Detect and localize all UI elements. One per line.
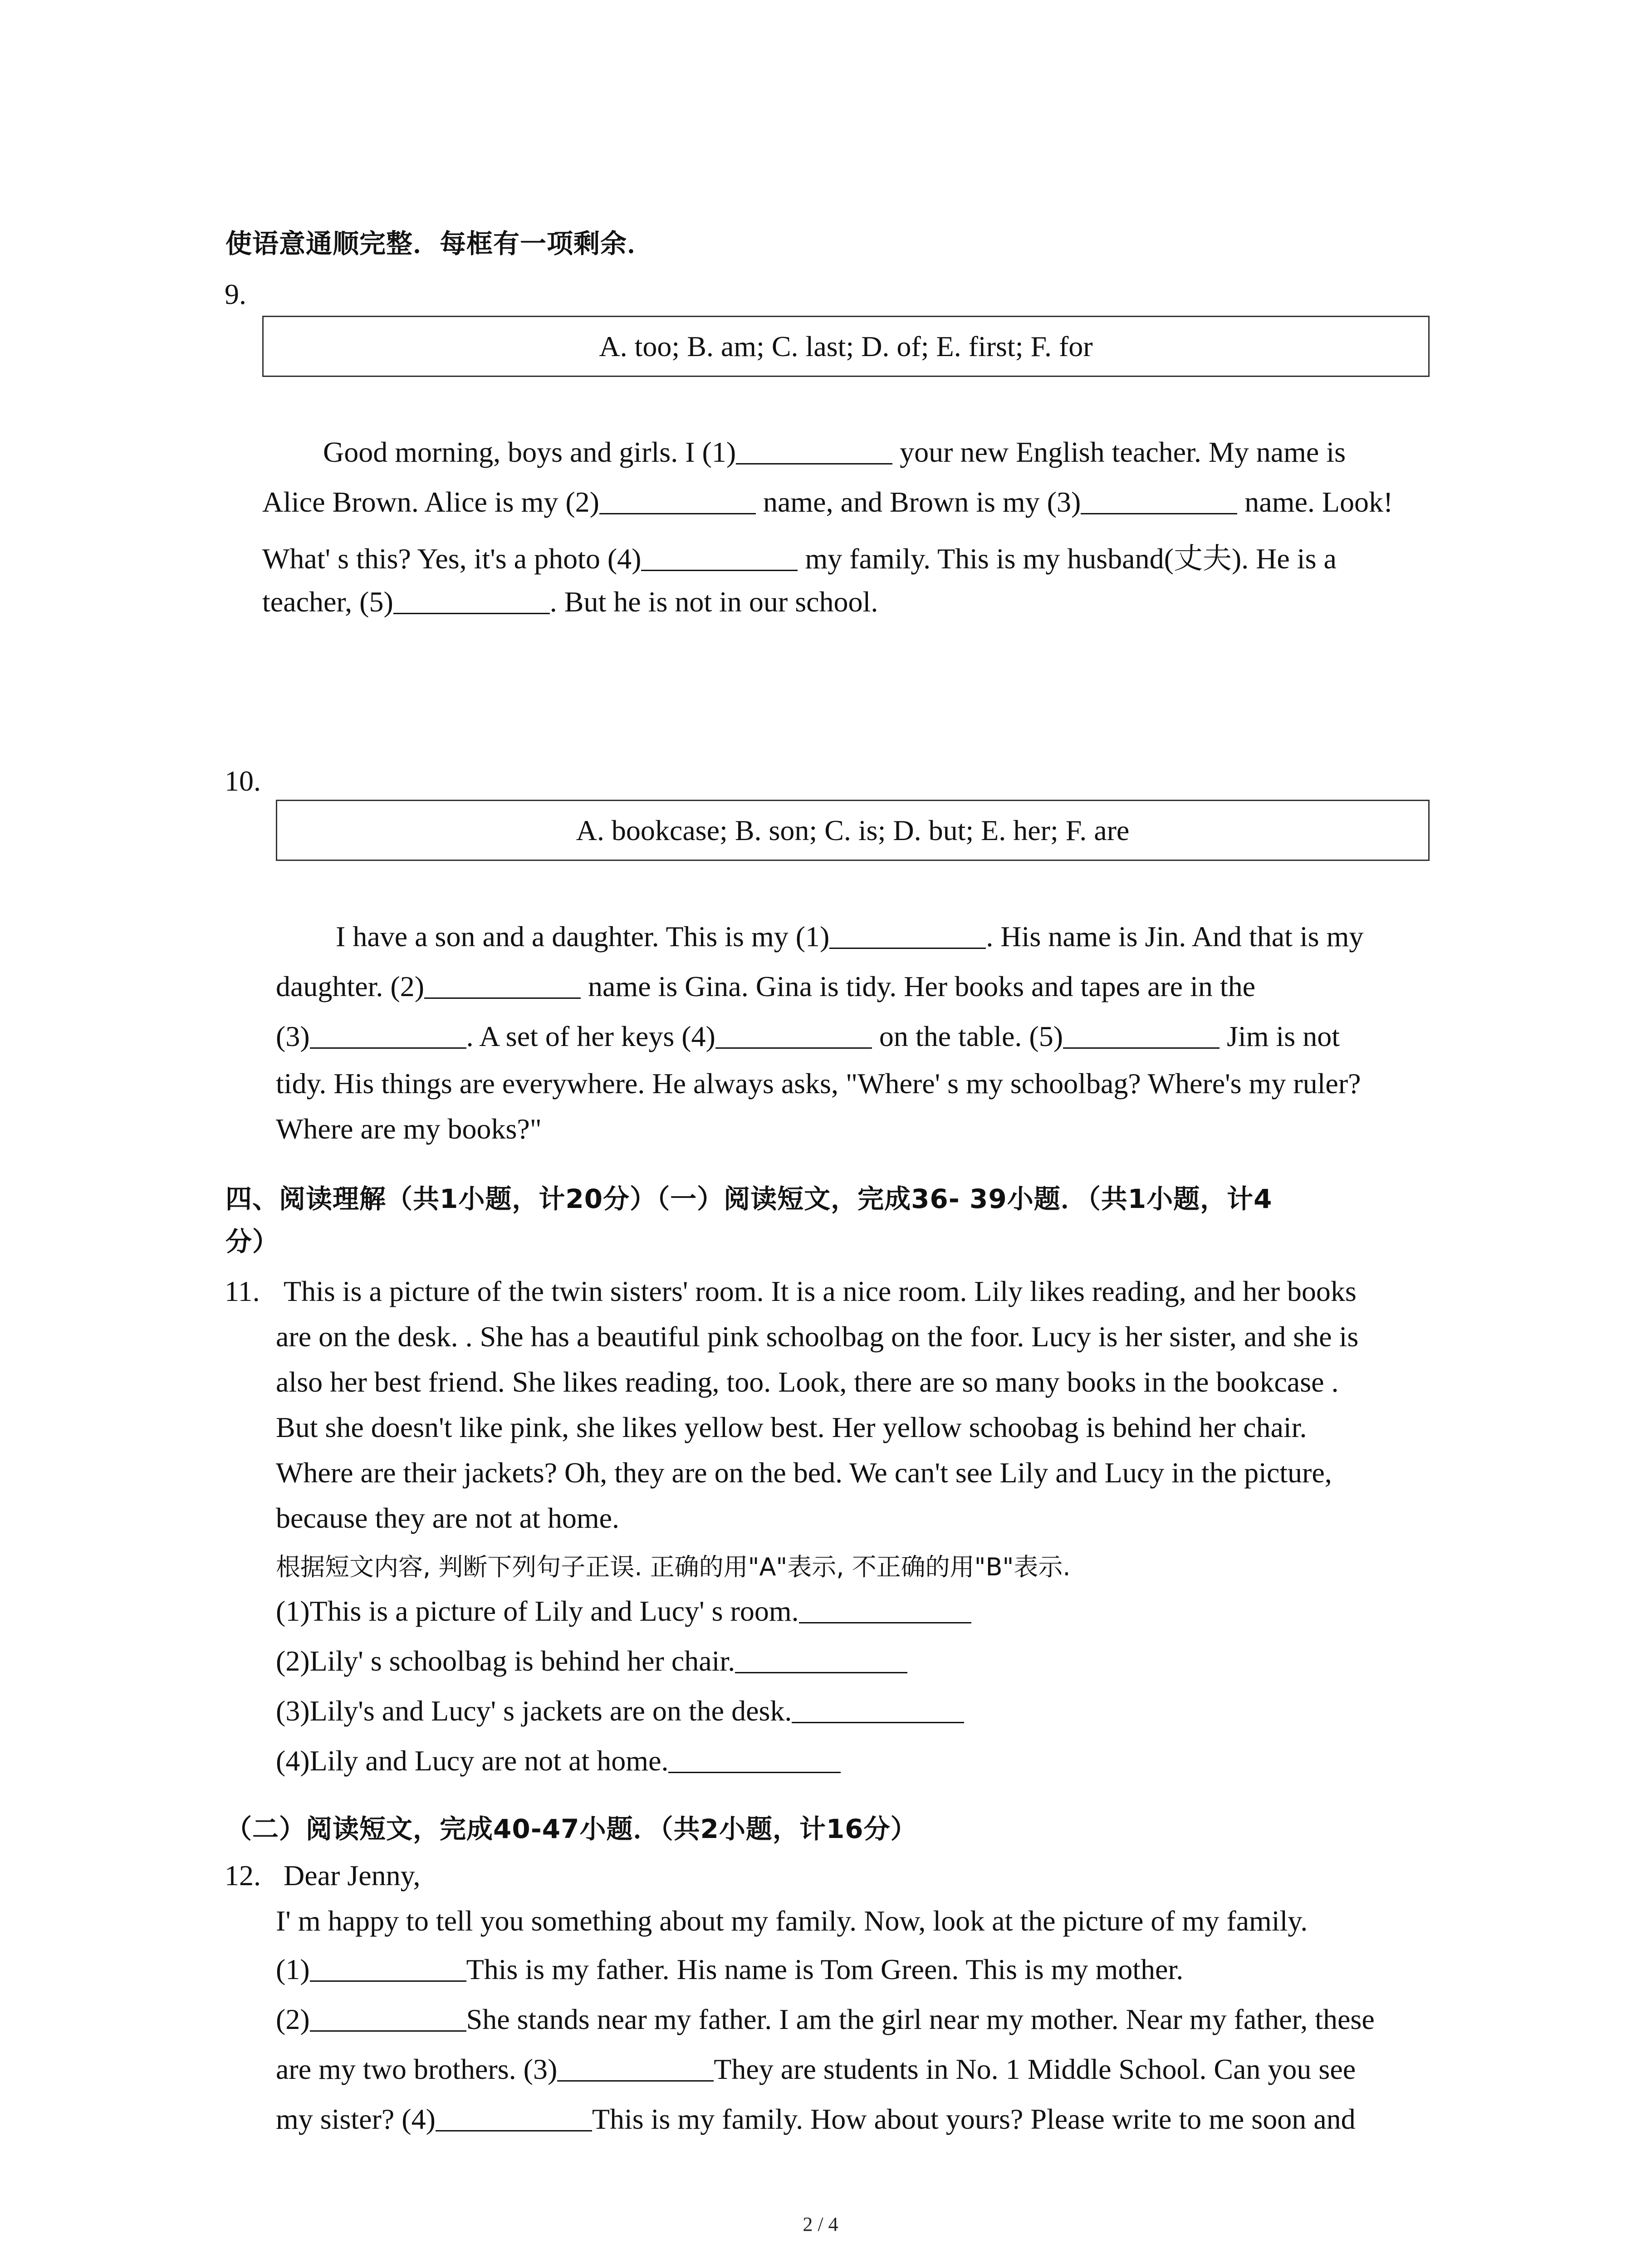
text: name. Look! <box>1237 486 1393 518</box>
question-12-line-5 <box>276 2102 1356 2136</box>
blank-10-5[interactable] <box>1063 1022 1220 1049</box>
text: They are students in No. 1 Middle School. Can you see <box>714 2053 1356 2085</box>
text: on the table. (5) <box>872 1020 1063 1052</box>
blank-12-3[interactable] <box>557 2055 714 2082</box>
question-9-line-3 <box>262 535 1337 577</box>
question-12-line-4 <box>276 2053 1356 2086</box>
blank-12-2[interactable] <box>310 2005 466 2032</box>
text: your new English teacher. My name is <box>892 436 1346 468</box>
text: Jim is not <box>1220 1020 1340 1052</box>
question-11-statement-1 <box>276 1594 971 1628</box>
text: I have a son and a daughter. This is my (1) <box>336 920 830 953</box>
blank-9-1[interactable] <box>736 438 892 464</box>
answer-11-1[interactable] <box>799 1597 971 1623</box>
question-9-line-4 <box>262 585 878 619</box>
blank-10-4[interactable] <box>715 1022 872 1049</box>
text: (1)This is a picture of Lily and Lucy' s room. <box>276 1595 799 1627</box>
question-11-passage-line-3: also her best friend. She likes reading, too. Look, there are so many books in the bookcase . <box>276 1366 1339 1398</box>
answer-11-4[interactable] <box>668 1746 841 1773</box>
question-10-options: A. bookcase; B. son; C. is; D. but; E. her; F. are <box>576 814 1130 846</box>
text: my family. This is my husband(丈夫). He is a <box>798 543 1337 575</box>
blank-10-2[interactable] <box>424 972 581 999</box>
text: name, and Brown is my (3) <box>755 486 1081 518</box>
question-12-line-2 <box>276 1953 1183 1986</box>
question-9-options: A. too; B. am; C. last; D. of; E. first; F. for <box>599 330 1093 362</box>
question-12-line-1: I' m happy to tell you something about my family. Now, look at the picture of my family. <box>276 1905 1308 1937</box>
text: Good morning, boys and girls. I (1) <box>323 436 736 468</box>
text: (2)Lily' s schoolbag is behind her chair. <box>276 1645 735 1677</box>
question-11-number: 11. <box>225 1275 260 1307</box>
blank-12-4[interactable] <box>436 2105 592 2131</box>
page-number: 2 / 4 <box>803 2213 838 2235</box>
question-10-line-1 <box>336 920 1363 953</box>
question-10-line-2 <box>276 970 1255 1003</box>
text: . His name is Jin. And that is my <box>986 920 1364 953</box>
blank-9-2[interactable] <box>599 488 756 514</box>
question-11-passage-line-6: because they are not at home. <box>276 1502 619 1534</box>
text: . A set of her keys (4) <box>466 1020 715 1052</box>
question-9-options-box <box>262 316 1430 377</box>
question-10-line-5: Where are my books?" <box>276 1113 542 1145</box>
question-11-passage-line-2: are on the desk. . She has a beautiful pink schoolbag on the foor. Lucy is her sister, and she is <box>276 1320 1359 1353</box>
question-9-line-2 <box>262 485 1393 519</box>
text: my sister? (4) <box>276 2103 436 2135</box>
text: name is Gina. Gina is tidy. Her books and tapes are in the <box>581 970 1256 1002</box>
text: daughter. (2) <box>276 970 424 1002</box>
blank-10-3[interactable] <box>310 1022 466 1049</box>
question-11-statement-4 <box>276 1744 841 1778</box>
text: teacher, (5) <box>262 586 393 618</box>
text: (4)Lily and Lucy are not at home. <box>276 1745 669 1777</box>
answer-11-2[interactable] <box>735 1647 907 1673</box>
blank-9-5[interactable] <box>393 587 550 614</box>
question-11-instruction: 根据短文内容, 判断下列句子正误. 正确的用"A"表示, 不正确的用"B"表示. <box>276 1553 1071 1581</box>
text: She stands near my father. I am the girl near my mother. Near my father, these <box>466 2003 1375 2035</box>
question-10-options-box <box>276 800 1430 861</box>
text: are my two brothers. (3) <box>276 2053 558 2085</box>
section-4-part-2-heading: （二）阅读短文，完成40-47小题．（共2小题，计16分） <box>225 1813 917 1844</box>
blank-10-1[interactable] <box>829 922 986 949</box>
blank-9-4[interactable] <box>641 544 798 571</box>
section-instruction: 使语意通顺完整．每框有一项剩余． <box>225 228 654 259</box>
section-4-heading-line-1: 四、阅读理解（共1小题，计20分）（一）阅读短文，完成36- 39小题．（共1小题，计4 <box>225 1183 1273 1214</box>
question-10-line-4: tidy. His things are everywhere. He always asks, "Where' s my schoolbag? Where's my ruler? <box>276 1067 1361 1100</box>
text: (3)Lily's and Lucy' s jackets are on the desk. <box>276 1695 792 1727</box>
question-11-statement-2 <box>276 1644 907 1678</box>
question-10-number: 10. <box>225 765 261 797</box>
text: This is my family. How about yours? Please write to me soon and <box>592 2103 1356 2135</box>
question-12-number: 12. <box>225 1859 261 1892</box>
section-4-heading-line-2: 分） <box>225 1226 279 1257</box>
blank-12-1[interactable] <box>310 1955 466 1982</box>
text: What' s this? Yes, it's a photo (4) <box>262 543 642 575</box>
blank-9-3[interactable] <box>1081 488 1237 514</box>
question-9-line-1 <box>323 435 1346 469</box>
question-11-statement-3 <box>276 1694 964 1728</box>
text: (1) <box>276 1953 310 1985</box>
text: This is my father. His name is Tom Green. This is my mother. <box>466 1953 1184 1985</box>
question-12-line-3 <box>276 2003 1375 2036</box>
question-11-passage-line-1: This is a picture of the twin sisters' room. It is a nice room. Lily likes reading, and her books <box>284 1275 1357 1307</box>
answer-11-3[interactable] <box>792 1696 964 1723</box>
text: . But he is not in our school. <box>549 586 878 618</box>
question-11-passage-line-5: Where are their jackets? Oh, they are on the bed. We can't see Lily and Lucy in the picture, <box>276 1457 1332 1489</box>
question-10-line-3 <box>276 1020 1340 1053</box>
text: (3) <box>276 1020 310 1052</box>
question-12-salutation: Dear Jenny, <box>284 1859 421 1892</box>
question-9-number: 9. <box>225 278 246 310</box>
question-11-passage-line-4: But she doesn't like pink, she likes yellow best. Her yellow schoobag is behind her chair. <box>276 1411 1307 1443</box>
text: Alice Brown. Alice is my (2) <box>262 486 599 518</box>
text: (2) <box>276 2003 310 2035</box>
